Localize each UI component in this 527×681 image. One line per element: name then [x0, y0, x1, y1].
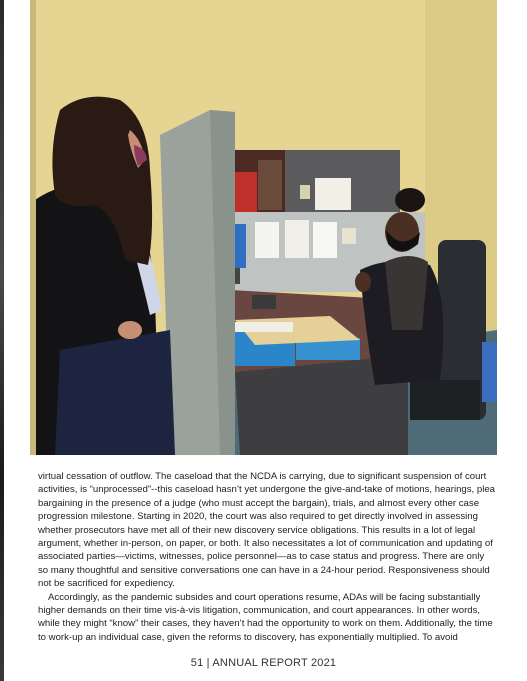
page-edge-strip — [0, 0, 4, 681]
body-text — [38, 470, 496, 644]
paragraph-2: Accordingly, as the pandemic subsides and court operations resume, ADAs will be facing substantially higher demands on their time vis-à-vis litigation, communication, and court appearances. In other words, while they might “know” their cases, they haven’t had the opportunity to work on them. Additionally, the time to work-up an individual case, given the reforms to discovery, has exponentially multiplied. To avoid — [38, 591, 493, 643]
paragraph-1: virtual cessation of outflow. The caseload that the NCDA is carrying, due to significant suspension of court activities, is “unprocessed”--this caseload hasn’t yet undergone the give-and-take of motions, hearings, plea bargaining in the presence of a judge (who must accept the bargain), trials, and almost every other case progression milestone. Starting in 2020, the court was also required to get directly involved in assessing whether prosecutors have met all of their new discovery service obligations. This results in a lot of legal argument, whether in-person, on paper, or both. It also necessitates a lot of communication and updating of associated parties—victims, witnesses, police personnel—as to case status and progress. There are only so many thoughtful and sensitive conversations one can have in a 24-hour period. Responsiveness should not be sacrificed for expediency. — [38, 471, 496, 590]
page-number: 51 — [190, 657, 204, 669]
footer-separator: | — [206, 657, 210, 669]
office-photo — [30, 0, 497, 455]
report-title: ANNUAL REPORT 2021 — [212, 657, 337, 669]
page-footer — [0, 657, 527, 669]
